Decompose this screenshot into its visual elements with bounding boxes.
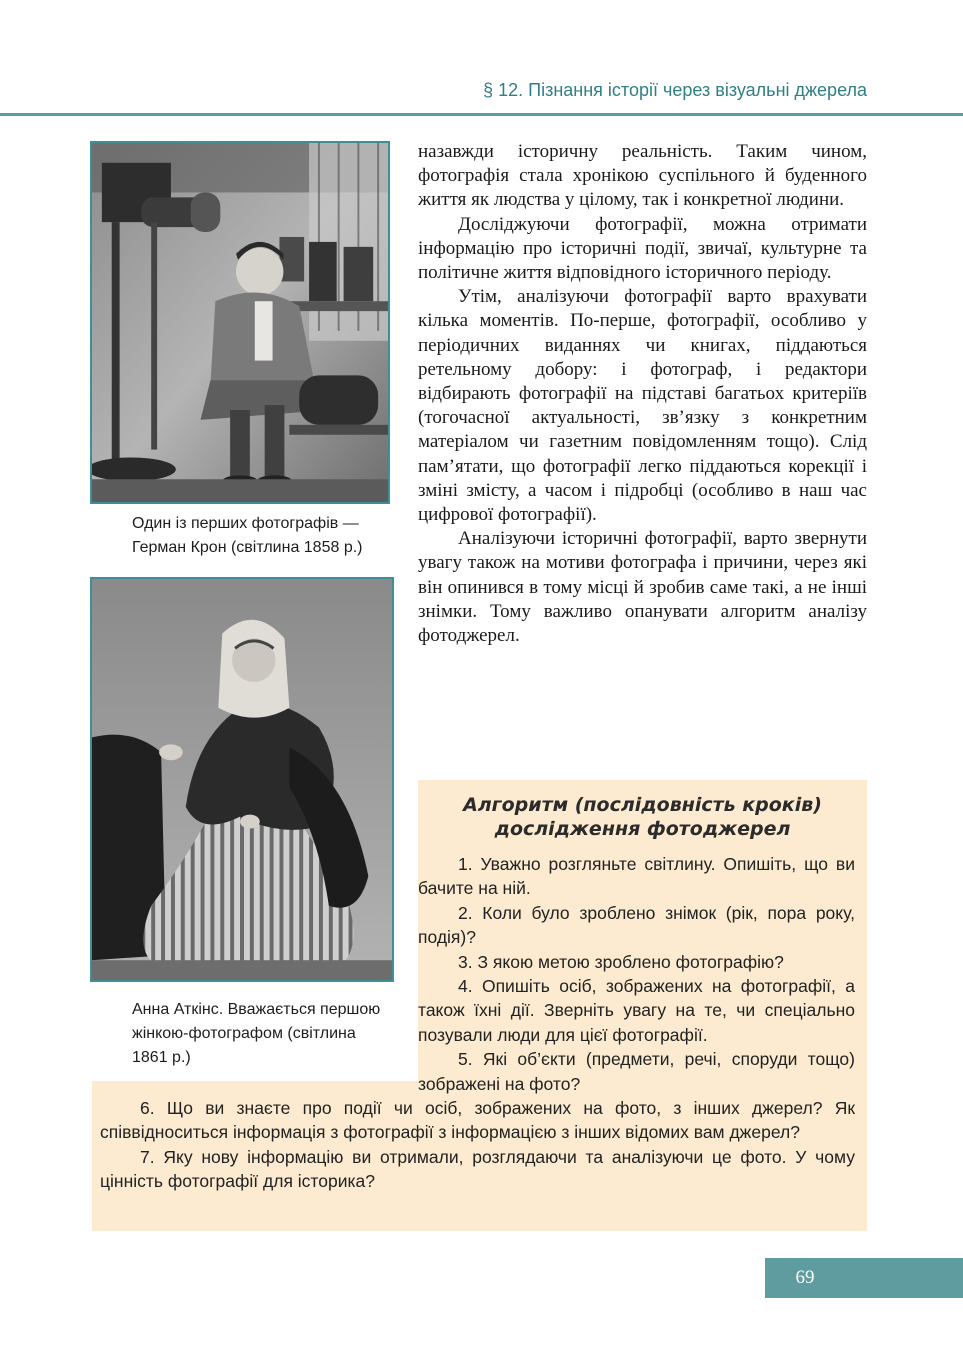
algorithm-steps-wide — [100, 1096, 855, 1194]
algorithm-step: 1. Уважно розгляньте світлину. Опишіть, що ви бачите на ній. — [418, 854, 855, 899]
algorithm-step: 5. Які об’єкти (предмети, речі, споруди тощо) зображені на фото? — [418, 1049, 855, 1094]
page-number: 69 — [795, 1267, 815, 1288]
photo-herman-krone — [90, 141, 390, 504]
caption-line: Герман Крон (світлина 1858 р.) — [132, 539, 363, 556]
figure-caption-atkins — [132, 998, 417, 1070]
figure-caption-krone — [132, 512, 402, 560]
caption-line: 1861 р.) — [132, 1049, 191, 1066]
algorithm-step: 6. Що ви знаєте про події чи осіб, зображених на фото, з інших джерел? Як співвідноситься інформація з фотографії з інформацією з інших відомих вам джерел? — [100, 1098, 855, 1143]
main-text — [418, 140, 867, 648]
algorithm-step: 2. Коли було зроблено знімок (рік, пора року, подія)? — [418, 902, 855, 948]
photo-anna-atkins — [90, 577, 394, 982]
body-paragraph: назавжди історичну реальність. Таким чином, фотографія стала хронікою суспільного й буденного життя як людства у цілому, так і конкретної людини. — [418, 141, 867, 211]
header-rule — [0, 113, 963, 116]
algorithm-step: 7. Яку нову інформацію ви отримали, розглядаючи та аналізуючи це фото. У чому цінність фотографії для історика? — [100, 1146, 855, 1192]
body-paragraph: Аналізуючи історичні фотографії, варто звернути увагу також на мотиви фотографа і причини, через які він опинився в тому місці й зробив саме такі, а не інші знімки. Тому важливо опанувати алгоритм аналізу фотоджерел. — [418, 528, 867, 647]
running-header-title: § 12. Пізнання історії через візуальні джерела — [483, 80, 867, 100]
algorithm-step: 3. З якою метою зроблено фотографію? — [458, 951, 784, 972]
algorithm-step: 4. Опишіть осіб, зображених на фотографії, а також їхні дії. Зверніть увагу на те, чи спеціально позували люди для цієї фотографії. — [418, 976, 855, 1045]
body-paragraph: Досліджуючи фотографії, можна отримати інформацію про історичні події, звичаї, культурне та політичне життя відповідного історичного періоду. — [418, 213, 867, 284]
algorithm-heading-line: Алгоритм (послідовність кроків) — [463, 794, 822, 816]
caption-line: жінкою-фотографом (світлина — [132, 1025, 356, 1042]
caption-line: Анна Аткінс. Вважається першою — [132, 1001, 381, 1018]
body-paragraph: Утім, аналізуючи фотографії варто врахувати кілька моментів. По-перше, фотографії, особливо у періодичних виданнях чи книгах, піддаються ретельному добору: і фотограф, і редактори відбирають фотографії на підставі багатьох критеріїв (тогочасної актуальності, зв’язку з конкретним матеріалом чи газетним повідомленням тощо). Слід пам’ятати, що фотографії легко піддаються корекції і зміні змісту, а часом і підробці (особливо в наш час цифрової фотографії). — [418, 286, 867, 526]
algorithm-steps — [418, 852, 855, 1096]
caption-line: Один із перших фотографів — — [132, 515, 359, 532]
page-number-tab — [765, 1258, 963, 1298]
algorithm-box-heading — [418, 793, 867, 841]
algorithm-heading-line: дослідження фотоджерел — [494, 818, 791, 840]
